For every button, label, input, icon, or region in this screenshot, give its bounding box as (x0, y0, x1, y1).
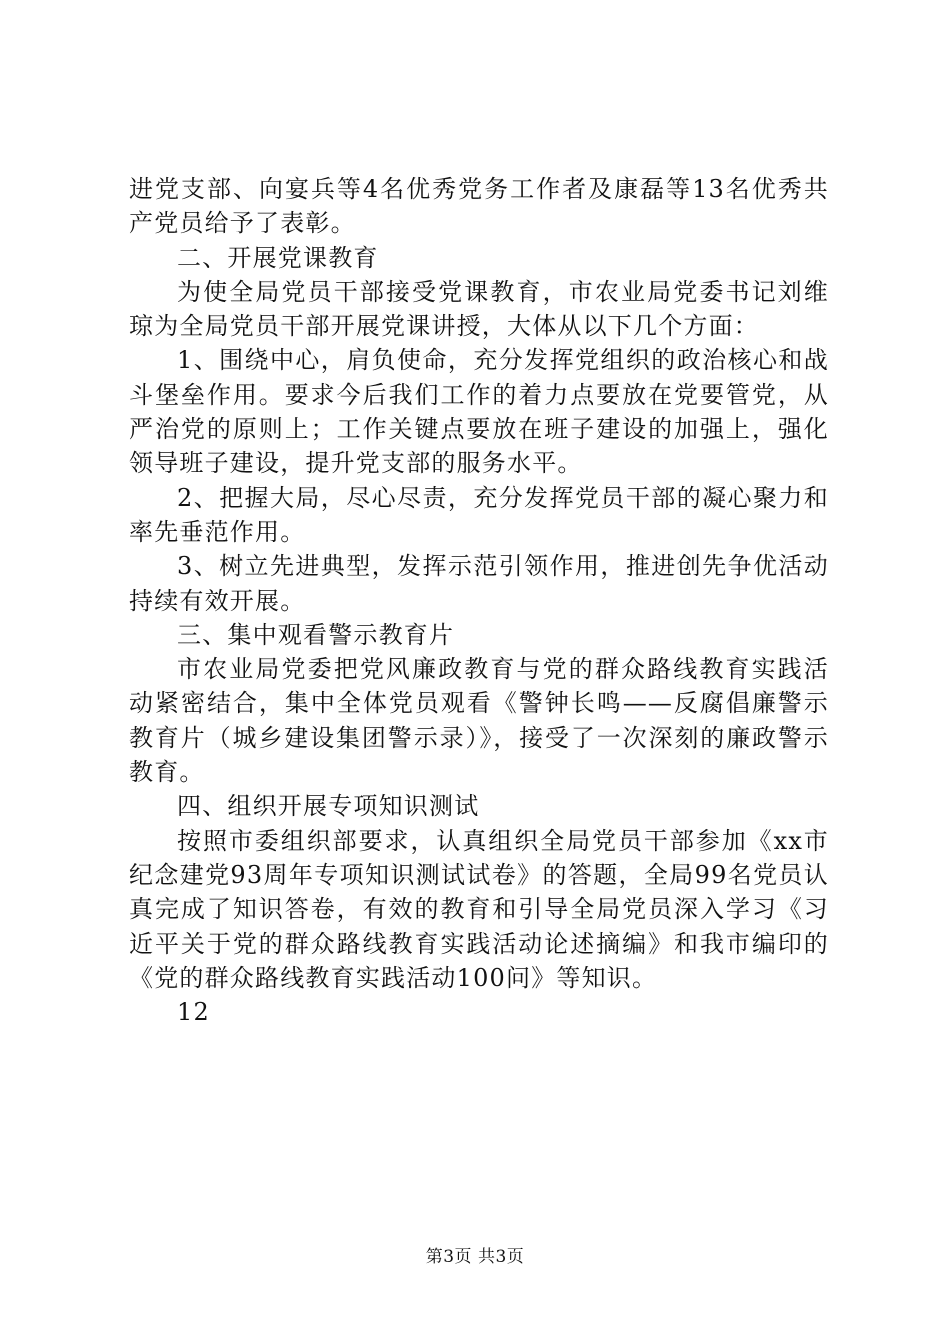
paragraph-continuation: 进党支部、向宴兵等4名优秀党务工作者及康磊等13名优秀共产党员给予了表彰。 (129, 175, 829, 238)
paragraph-item-3: 3、树立先进典型，发挥示范引领作用，推进创先争优活动持续有效开展。 (129, 552, 829, 615)
paragraph-trailing-number: 12 (177, 998, 210, 1027)
paragraph-knowledge-test: 按照市委组织部要求，认真组织全局党员干部参加《xx市纪念建党93周年专项知识测试试卷》的答题，全局99名党员认真完成了知识答卷，有效的教育和引导全局党员深入学习《习近平关于党的群众路线教育实践活动论述摘编》和我市编印的《党的群众路线教育实践活动100问》等知识。 (129, 826, 829, 992)
section-heading-4: 四、组织开展专项知识测试 (177, 792, 480, 821)
document-body (129, 172, 829, 1029)
section-heading-3: 三、集中观看警示教育片 (177, 620, 455, 649)
section-heading-2: 二、开展党课教育 (177, 243, 379, 272)
paragraph-party-lecture: 为使全局党员干部接受党课教育，市农业局党委书记刘维琼为全局党员干部开展党课讲授，大体从以下几个方面： (129, 277, 829, 341)
paragraph-item-1: 1、围绕中心，肩负使命，充分发挥党组织的政治核心和战斗堡垒作用。要求今后我们工作的着力点要放在党要管党，从严治党的原则上；工作关键点要放在班子建设的加强上，强化领导班子建设，提升党支部的服务水平。 (129, 346, 829, 478)
page-footer: 第3页 共3页 (425, 1247, 525, 1267)
paragraph-warning-film: 市农业局党委把党风廉政教育与党的群众路线教育实践活动紧密结合，集中全体党员观看《警钟长鸣——反腐倡廉警示教育片（城乡建设集团警示录）》，接受了一次深刻的廉政警示教育。 (129, 655, 829, 787)
paragraph-item-2: 2、把握大局，尽心尽责，充分发挥党员干部的凝心聚力和率先垂范作用。 (129, 483, 829, 546)
